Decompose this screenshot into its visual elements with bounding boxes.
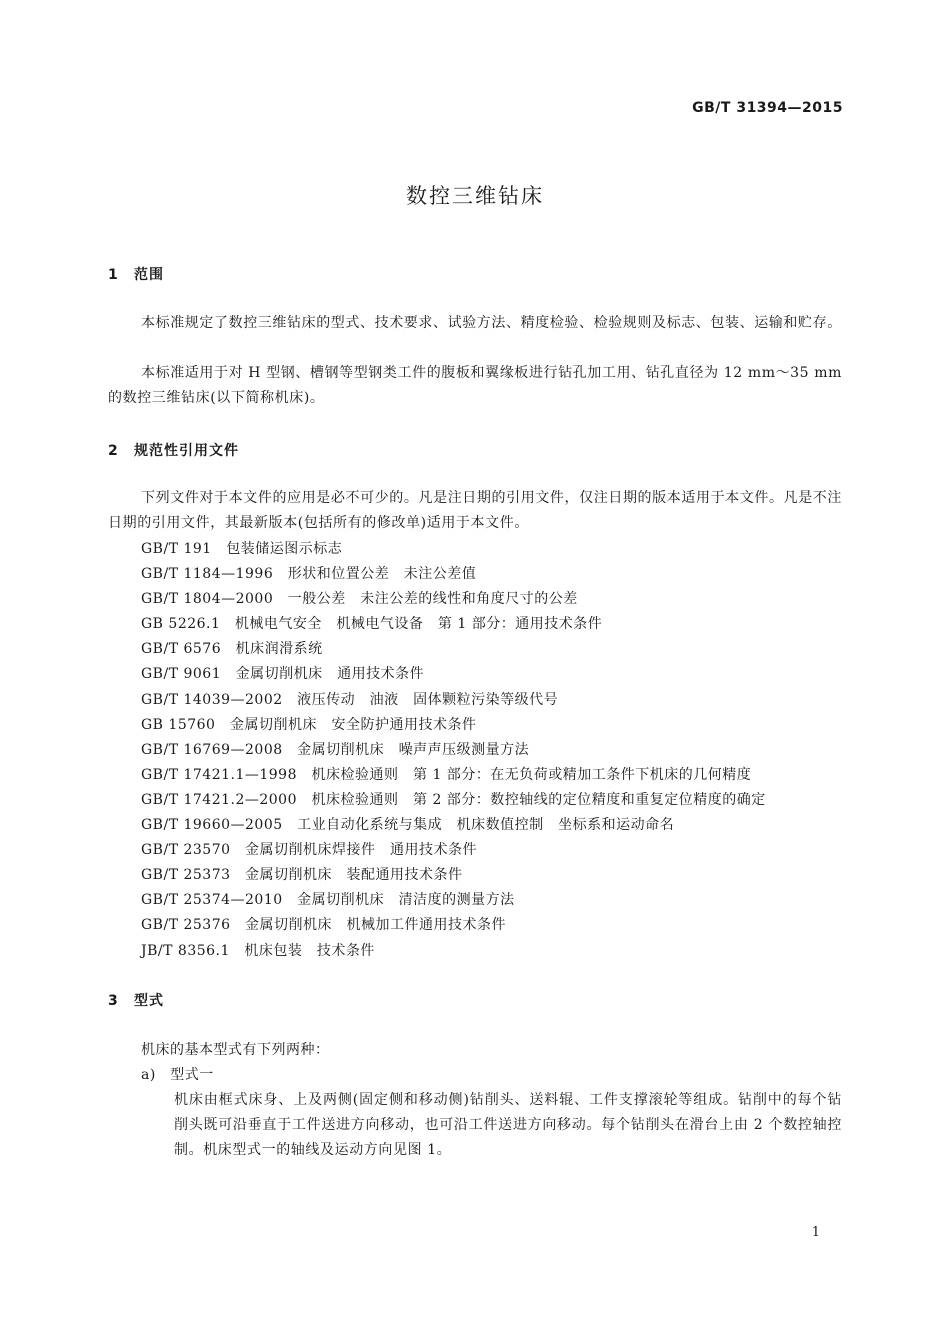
page-number: 1 (811, 1225, 820, 1240)
type-a-description: 机床由框式床身、上及两侧(固定侧和移动侧)钻削头、送料辊、工件支撑滚轮等组成。钻削中的每个钻削头既可沿垂直于工件送进方向移动，也可沿工件送进方向移动。每个钻削头在滑台上由 2 个数控轴控制。机床型式一的轴线及运动方向见图 1。 (174, 1092, 842, 1158)
reference-item: JB/T 8356.1 机床包装 技术条件 (141, 942, 375, 959)
reference-item: GB/T 16769—2008 金属切削机床 噪声声压级测量方法 (141, 741, 530, 758)
section-title: 规范性引用文件 (134, 443, 239, 459)
reference-list (141, 537, 766, 964)
reference-item: GB/T 23570 金属切削机床焊接件 通用技术条件 (141, 842, 478, 859)
reference-item: GB/T 19660—2005 工业自动化系统与集成 机床数值控制 坐标系和运动命名 (141, 817, 675, 834)
reference-item: GB/T 17421.1—1998 机床检验通则 第 1 部分：在无负荷或精加工条件下机床的几何精度 (141, 766, 752, 783)
reference-item: GB 15760 金属切削机床 安全防护通用技术条件 (141, 716, 477, 733)
reference-item: GB/T 25374—2010 金属切削机床 清洁度的测量方法 (141, 892, 515, 909)
section-3-heading (108, 990, 164, 1010)
reference-item: GB/T 25373 金属切削机床 装配通用技术条件 (141, 867, 463, 884)
document-title: 数控三维钻床 (406, 184, 544, 208)
section-number: 3 (108, 993, 119, 1009)
scope-paragraph-1: 本标准规定了数控三维钻床的型式、技术要求、试验方法、精度检验、检验规则及标志、包装、运输和贮存。 (141, 315, 842, 331)
type-a-label: a) 型式一 (141, 1067, 214, 1083)
reference-item: GB/T 1184—1996 形状和位置公差 未注公差值 (141, 566, 477, 583)
references-intro: 下列文件对于本文件的应用是必不可少的。凡是注日期的引用文件，仅注日期的版本适用于本文件。凡是不注日期的引用文件，其最新版本(包括所有的修改单)适用于本文件。 (108, 490, 842, 531)
section-2-heading (108, 440, 239, 460)
scope-paragraph-2: 本标准适用于对 H 型钢、槽钢等型钢类工件的腹板和翼缘板进行钻孔加工用、钻孔直径为 12 mm～35 mm 的数控三维钻床(以下简称机床)。 (108, 365, 842, 406)
reference-item: GB/T 9061 金属切削机床 通用技术条件 (141, 666, 425, 683)
reference-item: GB/T 25376 金属切削机床 机械加工件通用技术条件 (141, 917, 507, 934)
reference-item: GB/T 191 包装储运图示标志 (141, 541, 343, 557)
section-number: 1 (108, 267, 119, 283)
reference-item: GB/T 14039—2002 液压传动 油液 固体颗粒污染等级代号 (141, 691, 559, 708)
section-title: 范围 (134, 267, 164, 283)
reference-item: GB/T 17421.2—2000 机床检验通则 第 2 部分：数控轴线的定位精度和重复定位精度的确定 (141, 791, 766, 808)
reference-item: GB 5226.1 机械电气安全 机械电气设备 第 1 部分：通用技术条件 (141, 616, 603, 633)
types-intro: 机床的基本型式有下列两种： (141, 1042, 330, 1058)
section-number: 2 (108, 443, 119, 459)
section-1-heading (108, 264, 164, 284)
reference-item: GB/T 1804—2000 一般公差 未注公差的线性和角度尺寸的公差 (141, 591, 578, 608)
standard-code: GB/T 31394—2015 (692, 100, 843, 116)
section-title: 型式 (134, 993, 164, 1009)
reference-item: GB/T 6576 机床润滑系统 (141, 641, 323, 658)
